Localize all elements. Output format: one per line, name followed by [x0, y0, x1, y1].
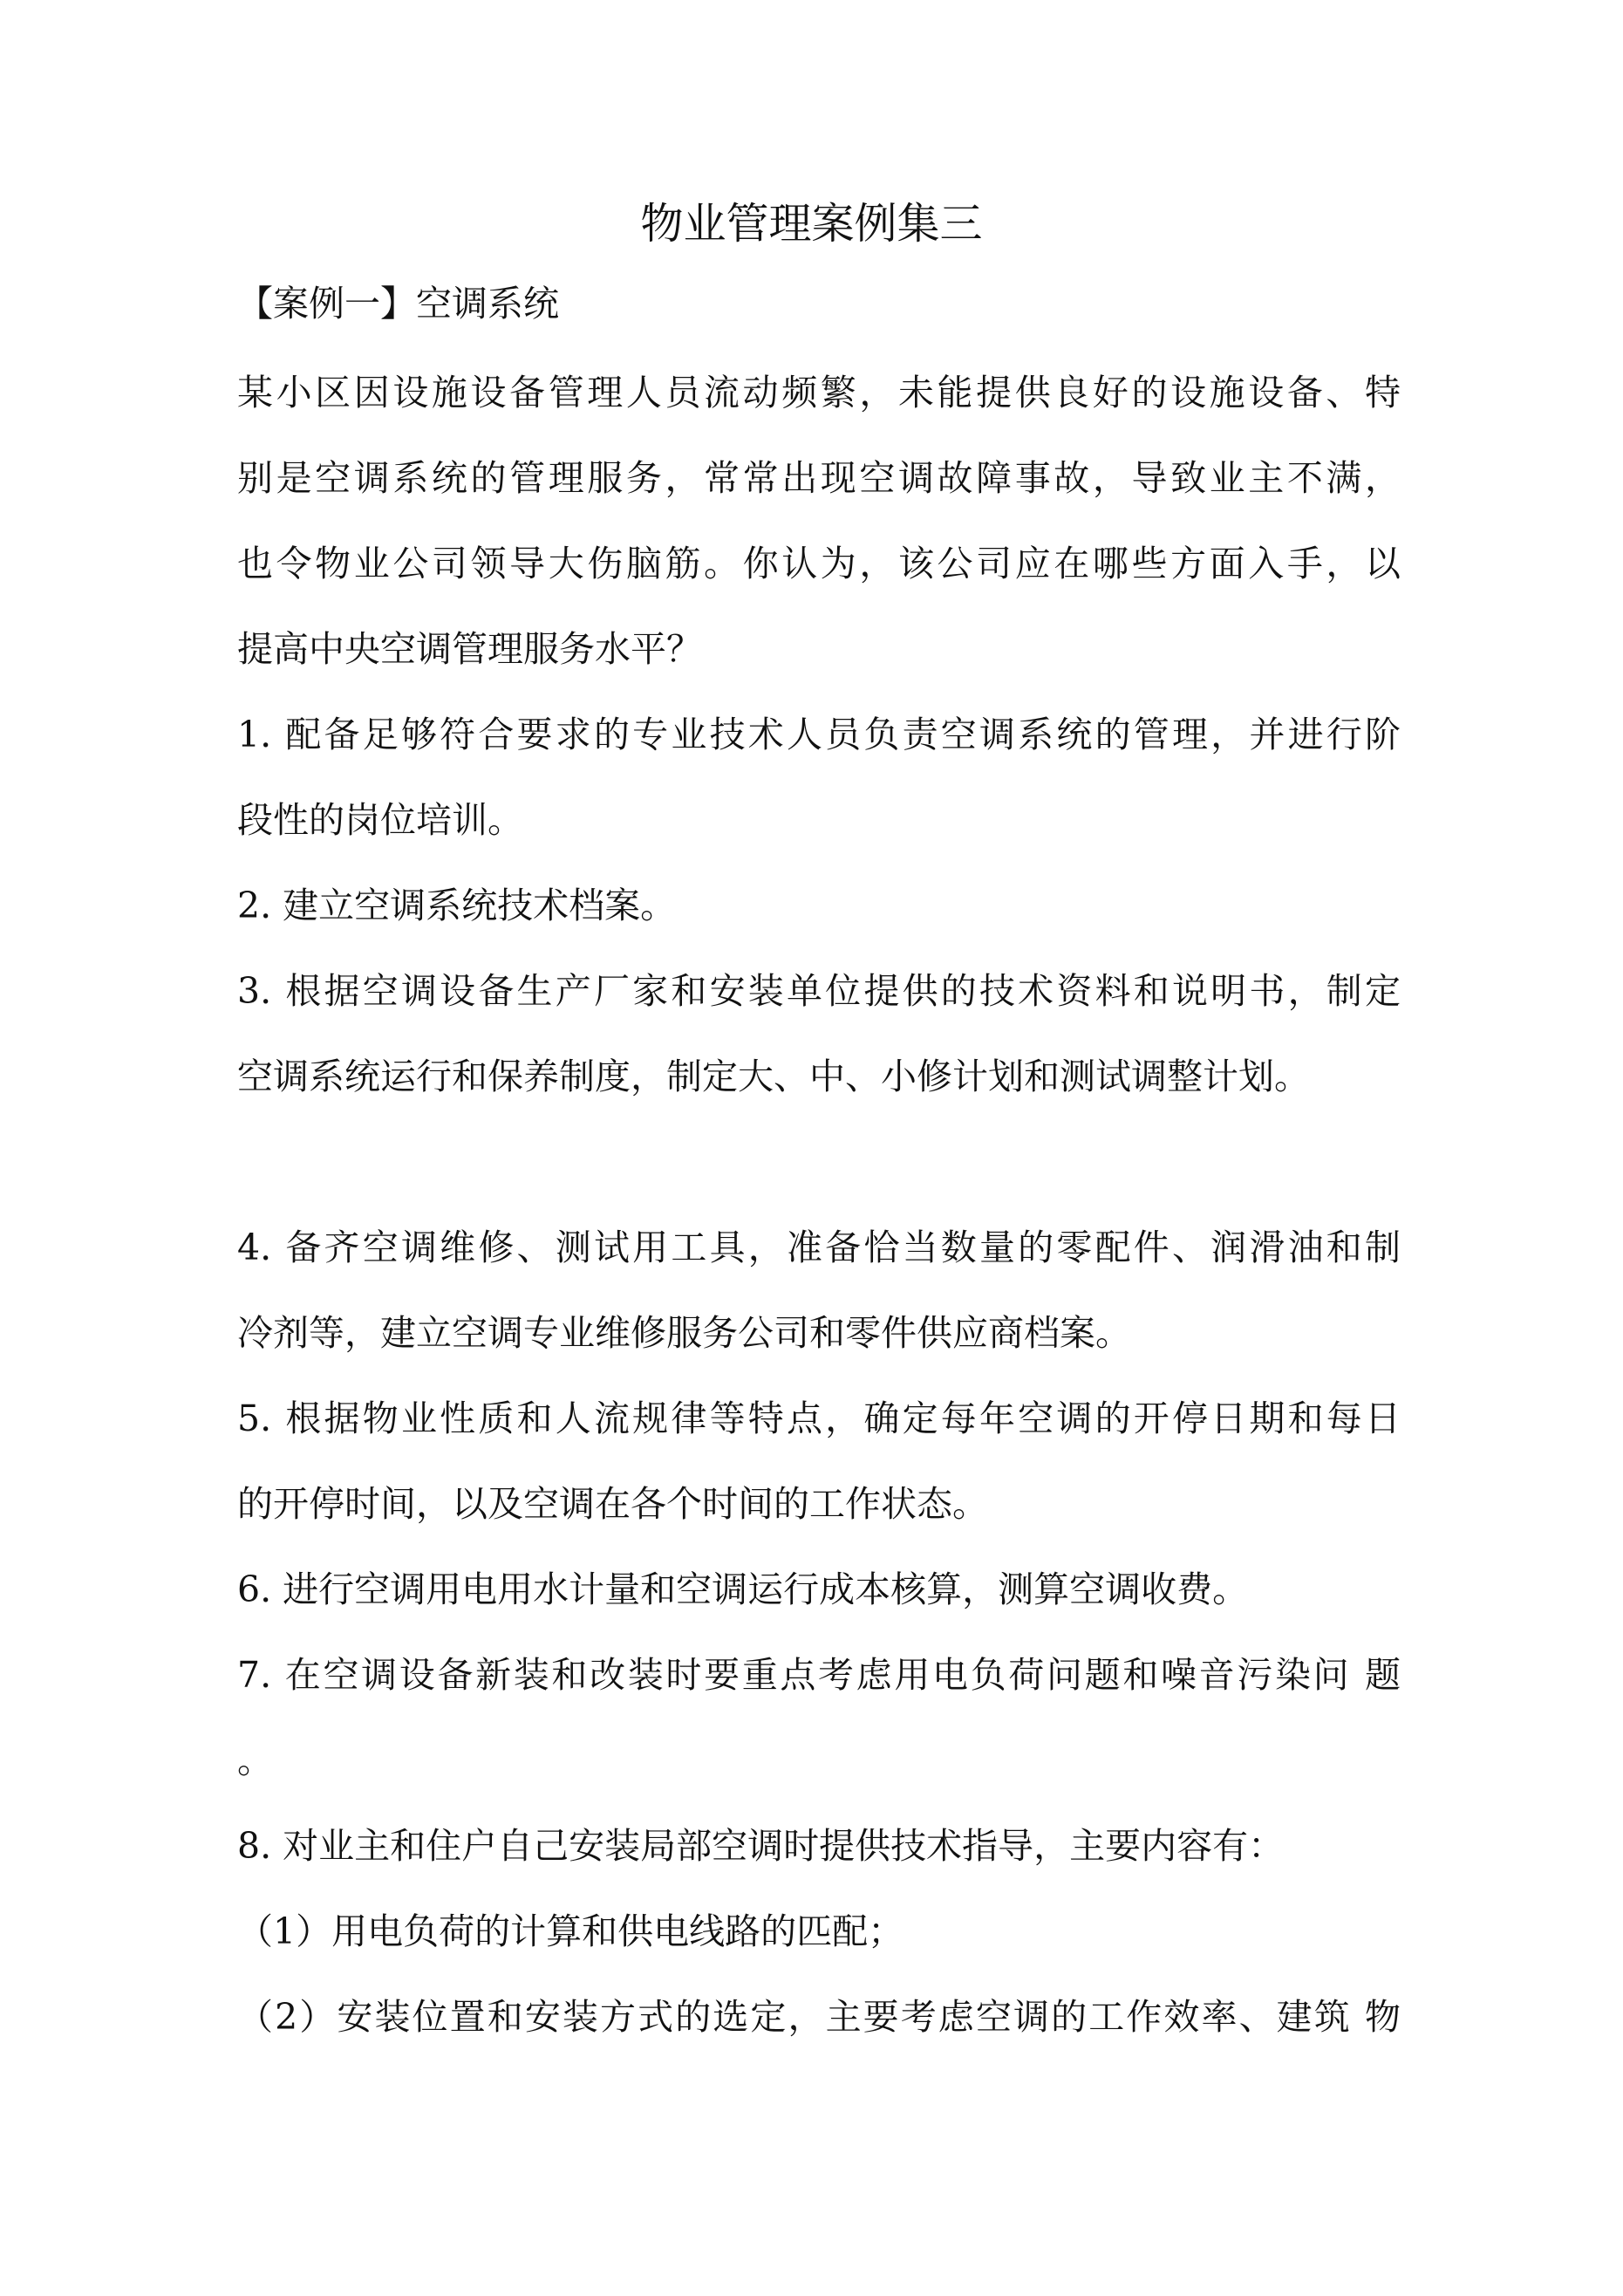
list-item-line: 空调系统运行和保养制度，制定大、中、小修计划和测试调整计划。 — [237, 1056, 1310, 1097]
list-item-line: 的开停时间，以及空调在各个时间的工作状态。 — [237, 1483, 988, 1525]
paragraph-line: 别是空调系统的管理服务，常常出现空调故障事故，导致业主不满， — [237, 457, 1401, 499]
paragraph-line: 也令物业公司领导大伤脑筋。你认为，该公司应在哪些方面入手，以 — [237, 543, 1401, 584]
list-item-line: 5. 根据物业性质和人流规律等特点，确定每年空调的开停日期和每日 — [237, 1397, 1401, 1439]
list-item-line: 3. 根据空调设备生产厂家和安装单位提供的技术资料和说明书，制定 — [237, 970, 1401, 1012]
list-item-line: 8. 对业主和住户自己安装局部空调时提供技术指导，主要内容有： — [237, 1825, 1285, 1867]
list-item-line: 段性的岗位培训。 — [237, 799, 523, 841]
list-item-line: 7. 在空调设备新装和改装时要重点考虑用电负荷问题和噪音污染问 题 — [237, 1654, 1401, 1696]
list-item-line: 1. 配备足够符合要求的专业技术人员负责空调系统的管理，并进行阶 — [237, 714, 1401, 755]
paragraph-line: 某小区因设施设备管理人员流动频繁，未能提供良好的设施设备、特 — [237, 372, 1401, 413]
list-item-line: 6. 进行空调用电用水计量和空调运行成本核算，测算空调收费。 — [237, 1568, 1249, 1610]
list-item-line: 2. 建立空调系统技术档案。 — [237, 885, 677, 926]
case-heading: 【案例一】空调系统 — [237, 283, 559, 325]
list-item-line: 。 — [237, 1739, 273, 1781]
sub-item-line: （1）用电负荷的计算和供电线路的匹配； — [237, 1910, 904, 1952]
list-item-line: 4. 备齐空调维修、测试用工具，准备恰当数量的零配件、润滑油和制 — [237, 1227, 1401, 1268]
sub-item-line: （2）安装位置和安装方式的选定，主要考虑空调的工作效率、建筑 物 — [237, 1996, 1401, 2038]
paragraph-line: 提高中央空调管理服务水平？ — [237, 628, 702, 670]
list-item-line: 冷剂等，建立空调专业维修服务公司和零件供应商档案。 — [237, 1312, 1131, 1354]
document-title: 物业管理案例集三 — [640, 199, 983, 249]
